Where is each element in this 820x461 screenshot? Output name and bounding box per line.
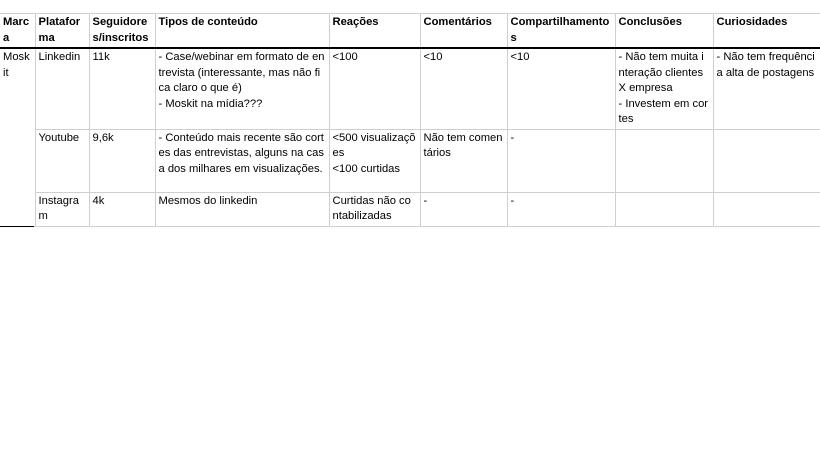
header-row	[0, 14, 820, 49]
header-comments[interactable]: Comentários	[420, 14, 507, 49]
cell-comments[interactable]: -	[420, 192, 507, 226]
cell-comments[interactable]: <10	[420, 48, 507, 129]
cell-shares[interactable]: <10	[507, 48, 615, 129]
cell-platform[interactable]: Linkedin	[35, 48, 89, 129]
cell-line: - Moskit na mídia???	[158, 97, 263, 110]
cell-followers[interactable]: 9,6k	[89, 129, 155, 192]
cell-line: <500 visualizações	[332, 131, 416, 159]
cell-content[interactable]	[155, 48, 329, 129]
cell-content[interactable]	[155, 192, 329, 226]
header-curiosities[interactable]: Curiosidades	[713, 14, 820, 49]
table-row	[0, 48, 820, 129]
cell-comments[interactable]: Não tem comentários	[420, 129, 507, 192]
cell-line: <100 curtidas	[332, 162, 400, 175]
table-row	[0, 192, 820, 226]
table-row	[0, 129, 820, 192]
header-followers[interactable]: Seguidores/inscritos	[89, 14, 155, 49]
header-shares[interactable]: Compartilhamentos	[507, 14, 615, 49]
cell-conclusions[interactable]	[615, 192, 713, 226]
header-brand[interactable]: Marca	[0, 14, 35, 49]
cell-content[interactable]	[155, 129, 329, 192]
cell-followers[interactable]: 4k	[89, 192, 155, 226]
header-conclusions[interactable]: Conclusões	[615, 14, 713, 49]
header-reactions[interactable]: Reações	[329, 14, 420, 49]
cell-line: <100	[332, 51, 358, 63]
sheet-table	[0, 13, 820, 227]
cell-reactions[interactable]	[329, 48, 420, 129]
cell-brand[interactable]: Moskit	[0, 48, 35, 226]
cell-line: - Case/webinar em formato de entrevista (interessante, mas não fica claro o que é)	[158, 51, 325, 94]
cell-conclusions[interactable]	[615, 48, 713, 129]
cell-curiosities[interactable]	[713, 192, 820, 226]
cell-conclusions[interactable]	[615, 129, 713, 192]
header-content[interactable]: Tipos de conteúdo	[155, 14, 329, 49]
cell-followers[interactable]: 11k	[89, 48, 155, 129]
cell-curiosities[interactable]	[713, 129, 820, 192]
cell-line: - Não tem muita interação clientes X empresa	[618, 51, 704, 94]
cell-line: Curtidas não contabilizadas	[332, 194, 411, 222]
cell-line: - Investem em cortes	[618, 97, 709, 125]
cell-line: Mesmos do linkedin	[158, 194, 258, 207]
cell-shares[interactable]: -	[507, 192, 615, 226]
cell-curiosities[interactable]: - Não tem frequência alta de postagens	[713, 48, 820, 129]
brand-column-border	[0, 226, 34, 227]
cell-shares[interactable]: -	[507, 129, 615, 192]
cell-reactions[interactable]	[329, 129, 420, 192]
cell-platform[interactable]: Instagram	[35, 192, 89, 226]
header-platform[interactable]: Plataforma	[35, 14, 89, 49]
cell-platform[interactable]: Youtube	[35, 129, 89, 192]
cell-line: - Conteúdo mais recente são cortes das entrevistas, alguns na casa dos milhares em visualizações.	[158, 131, 324, 175]
cell-reactions[interactable]	[329, 192, 420, 226]
